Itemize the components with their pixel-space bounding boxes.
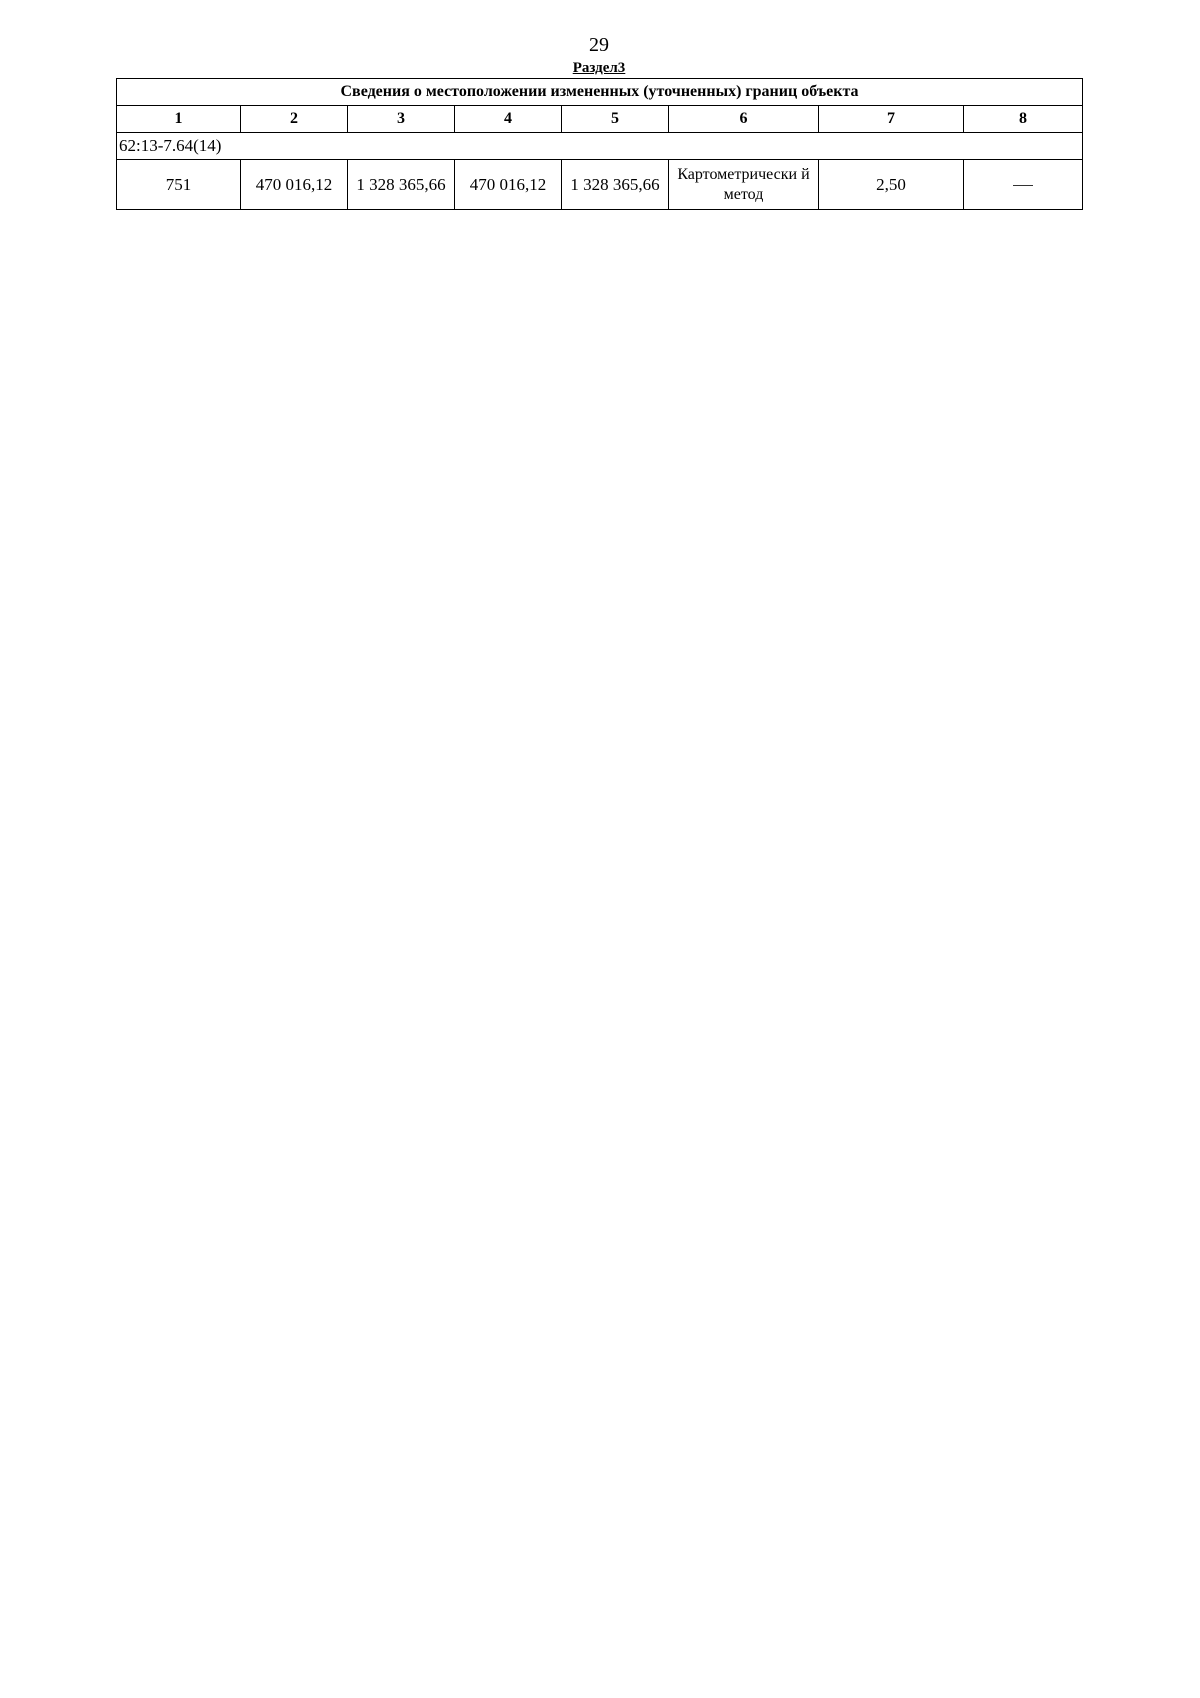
column-header-row — [117, 106, 1083, 133]
column-header: 7 — [819, 106, 964, 133]
table-caption: Сведения о местоположении измененных (уточненных) границ объекта — [117, 79, 1083, 106]
section-heading: Раздел3 — [572, 60, 626, 76]
group-label: 62:13-7.64(14) — [117, 133, 1083, 160]
group-row — [117, 133, 1083, 160]
column-header: 8 — [964, 106, 1083, 133]
cell-method: Картометрически й метод — [669, 160, 819, 210]
cell-accuracy: 2,50 — [819, 160, 964, 210]
column-header: 4 — [455, 106, 562, 133]
table-body — [117, 133, 1083, 210]
cell-point: 751 — [117, 160, 241, 210]
column-header: 5 — [562, 106, 669, 133]
column-header: 1 — [117, 106, 241, 133]
column-header: 6 — [669, 106, 819, 133]
column-header: 3 — [348, 106, 455, 133]
cell-note — [964, 160, 1083, 210]
cell-x2: 470 016,12 — [455, 160, 562, 210]
cell-y2: 1 328 365,66 — [562, 160, 669, 210]
table-row — [117, 160, 1083, 210]
page-number: 29 — [589, 34, 609, 56]
dash-mark — [1013, 185, 1033, 186]
cell-y1: 1 328 365,66 — [348, 160, 455, 210]
column-header: 2 — [241, 106, 348, 133]
boundary-table — [116, 78, 1083, 210]
cell-x1: 470 016,12 — [241, 160, 348, 210]
